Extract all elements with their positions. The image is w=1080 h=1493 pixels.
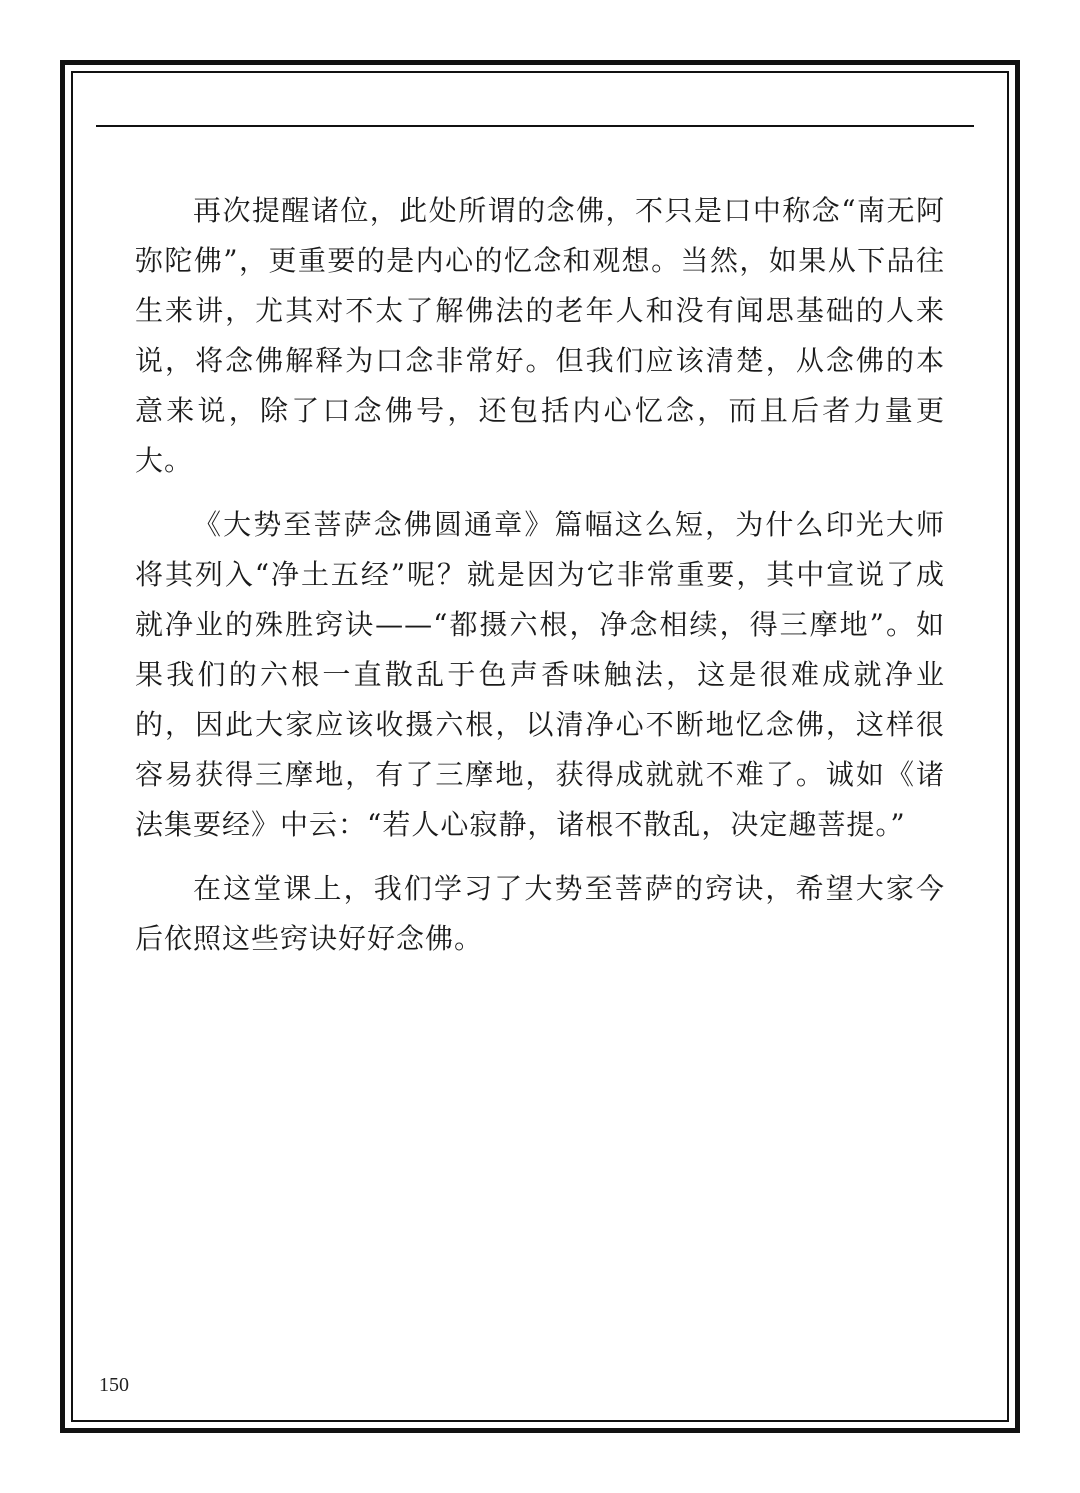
header-rule — [96, 125, 974, 127]
paragraph-2: 《大势至菩萨念佛圆通章》篇幅这么短，为什么印光大师将其列入“净土五经”呢？就是因为它非常重要，其中宣说了成就净业的殊胜窍诀——“都摄六根，净念相续，得三摩地”。如果我们的六根一直散乱于色声香味触法，这是很难成就净业的，因此大家应该收摄六根，以清净心不断地忆念佛，这样很容易获得三摩地，有了三摩地，获得成就就不难了。诚如《诸法集要经》中云：“若人心寂静，诸根不散乱，决定趣菩提。” — [135, 508, 945, 841]
paragraph-1: 再次提醒诸位，此处所谓的念佛，不只是口中称念“南无阿弥陀佛”，更重要的是内心的忆念和观想。当然，如果从下品往生来讲，尤其对不太了解佛法的老年人和没有闻思基础的人来说，将念佛解释为口念非常好。但我们应该清楚，从念佛的本意来说，除了口念佛号，还包括内心忆念，而且后者力量更大。 — [135, 194, 945, 477]
body-text — [135, 186, 945, 978]
paragraph-3: 在这堂课上，我们学习了大势至菩萨的窍诀，希望大家今后依照这些窍诀好好念佛。 — [135, 872, 945, 955]
page-number: 150 — [99, 1374, 129, 1396]
